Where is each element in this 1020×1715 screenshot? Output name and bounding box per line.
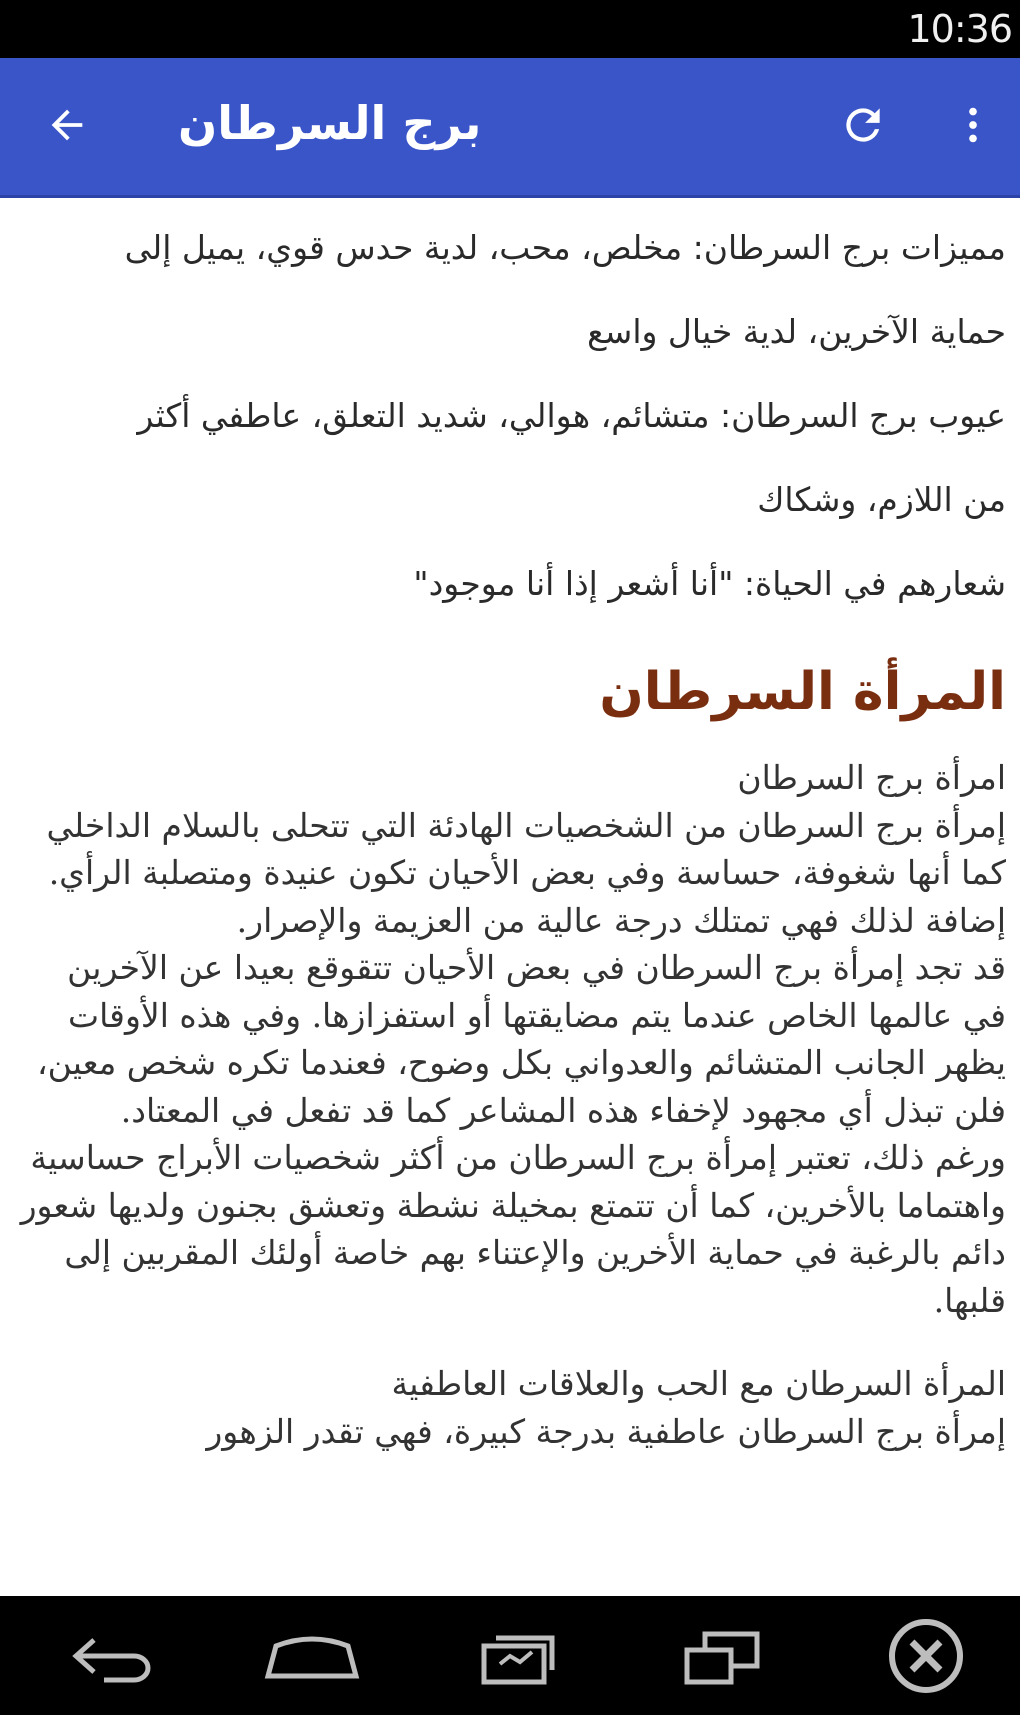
intro-line: شعارهم في الحياة: "أنا أشعر إذا أنا موجود" <box>413 564 1006 603</box>
back-arrow-icon[interactable] <box>38 96 96 154</box>
nav-screenshot-icon[interactable] <box>468 1616 568 1696</box>
status-bar <box>0 0 1020 58</box>
intro-line: عيوب برج السرطان: متشائم، هوالي، شديد التعلق، عاطفي أكثر <box>137 396 1006 435</box>
article-paragraph: المرأة السرطان مع الحب والعلاقات العاطفية إمرأة برج السرطان عاطفية بدرجة كبيرة، فهي تقدر الزهور <box>206 1364 1006 1451</box>
overflow-menu-icon[interactable] <box>944 96 1002 154</box>
navigation-bar <box>0 1596 1020 1715</box>
section-heading: المرأة السرطان <box>599 662 1006 722</box>
intro-line: مميزات برج السرطان: مخلص، محب، لدية حدس قوي، يميل إلى <box>124 228 1006 267</box>
article-content[interactable] <box>0 198 1020 1596</box>
page-title: برج السرطان <box>178 96 482 150</box>
refresh-icon[interactable] <box>834 96 892 154</box>
intro-line: من اللازم، وشكاك <box>757 480 1006 519</box>
nav-recents-icon[interactable] <box>672 1616 772 1696</box>
paragraph-spacer <box>20 1324 1006 1360</box>
status-clock: 10:36 <box>907 7 1012 51</box>
nav-back-icon[interactable] <box>62 1616 162 1696</box>
intro-line: حماية الآخرين، لدية خيال واسع <box>587 312 1006 351</box>
nav-close-icon[interactable] <box>876 1616 976 1696</box>
nav-home-icon[interactable] <box>262 1616 362 1696</box>
article-paragraph: امرأة برج السرطان إمرأة برج السرطان من الشخصيات الهادئة التي تتحلى بالسلام الداخلي كما أنها شغوفة، حساسة وفي بعض الأحيان تكون عنيدة ومتصلبة الرأي. إضافة لذلك فهي تمتلك درجة عالية من العزيمة والإصرار. قد تجد إمرأة برج السرطان في بعض الأحيان تتقوقع بعيدا عن الآخرين في عالمها الخاص عندما يتم مضايقتها أو استفزازها. وفي هذه الأوقات يظهر الجانب المتشائم والعدواني بكل وضوح، فعندما تكره شخص معين، فلن تبذل أي مجهود لإخفاء هذه المشاعر كما قد تفعل في المعتاد. ورغم ذلك، تعتبر إمرأة برج السرطان من أكثر شخصيات الأبراج حساسية واهتماما بالأخرين، كما أن تتمتع بمخيلة نشطة وتعشق بجنون ولديها شعور دائم بالرغبة في حماية الأخرين والإعتناء بهم خاصة أولئك المقربين إلى قلبها. <box>20 758 1006 1320</box>
app-bar <box>0 58 1020 198</box>
